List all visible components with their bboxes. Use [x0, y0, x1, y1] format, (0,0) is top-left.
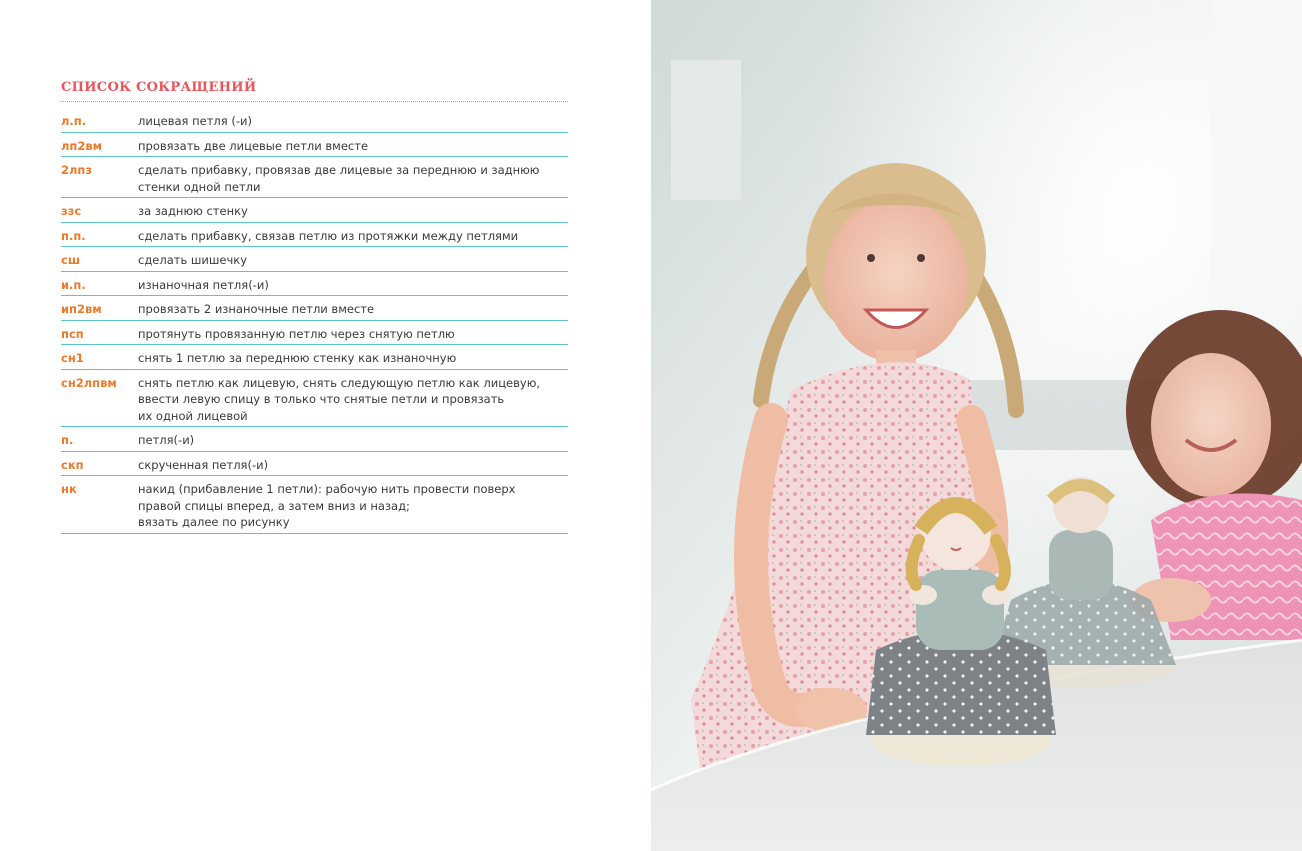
abbreviation-description: протянуть провязанную петлю через снятую петлю	[138, 326, 455, 341]
abbreviation-code: сн1	[61, 351, 84, 365]
photo-panel	[651, 0, 1302, 851]
abbreviation-row	[61, 157, 568, 198]
abbreviation-code: л.п.	[61, 114, 87, 128]
abbreviation-row	[61, 223, 568, 248]
abbreviation-code: п.п.	[61, 228, 86, 243]
abbreviation-code: ззс	[61, 204, 82, 218]
abbreviation-code: и.п.	[61, 277, 86, 292]
abbreviation-code: сш	[61, 253, 81, 267]
section-title: СПИСОК СОКРАЩЕНИЙ	[61, 80, 257, 95]
abbreviation-code: лп2вм	[61, 138, 103, 153]
abbreviation-description: изнаночная петля(-и)	[138, 277, 269, 292]
abbreviation-description: сделать прибавку, провязав две лицевые за переднюю и заднюю стенки одной петли	[138, 163, 540, 194]
abbreviation-description: провязать две лицевые петли вместе	[138, 138, 369, 153]
abbreviation-code: ип2вм	[61, 302, 102, 316]
abbreviation-description: снять 1 петлю за переднюю стенку как изнаночную	[138, 351, 457, 365]
abbreviation-code: скп	[61, 457, 84, 472]
abbreviation-row	[61, 321, 568, 346]
abbreviation-description: провязать 2 изнаночные петли вместе	[138, 302, 375, 316]
abbreviation-row	[61, 345, 568, 370]
title-divider	[61, 101, 568, 102]
abbreviation-description: накид (прибавление 1 петли): рабочую нить провести поверх правой спицы вперед, а затем вниз и назад; вязать далее по рисунку	[138, 482, 516, 529]
abbreviation-code: сн2лпвм	[61, 375, 117, 390]
abbreviation-code: псп	[61, 326, 84, 341]
abbreviation-description: петля(-и)	[138, 433, 195, 447]
abbreviation-row	[61, 272, 568, 297]
abbreviation-list	[61, 108, 568, 534]
abbreviation-description: лицевая петля (-и)	[138, 114, 252, 128]
abbreviation-description: сделать прибавку, связав петлю из протяжки между петлями	[138, 228, 519, 243]
abbreviation-description: снять петлю как лицевую, снять следующую петлю как лицевую, ввести левую спицу в только что снятые петли и провязать их одной лицевой	[138, 375, 541, 423]
abbreviation-row	[61, 476, 568, 534]
abbreviation-row	[61, 133, 568, 158]
abbreviation-row	[61, 370, 568, 428]
abbreviation-row	[61, 296, 568, 321]
photo-girls-with-dolls	[651, 0, 1302, 851]
abbreviation-code: нк	[61, 482, 77, 496]
abbreviation-row	[61, 427, 568, 452]
abbreviation-row	[61, 452, 568, 477]
abbreviation-row	[61, 247, 568, 272]
second-girl	[1126, 310, 1302, 640]
abbreviation-row	[61, 198, 568, 223]
abbreviation-code: 2лпз	[61, 163, 93, 177]
abbreviation-code: п.	[61, 433, 74, 447]
abbreviation-description: сделать шишечку	[138, 253, 248, 267]
abbreviation-description: скрученная петля(-и)	[138, 457, 269, 472]
abbreviation-description: за заднюю стенку	[138, 204, 248, 218]
abbreviation-row	[61, 108, 568, 133]
